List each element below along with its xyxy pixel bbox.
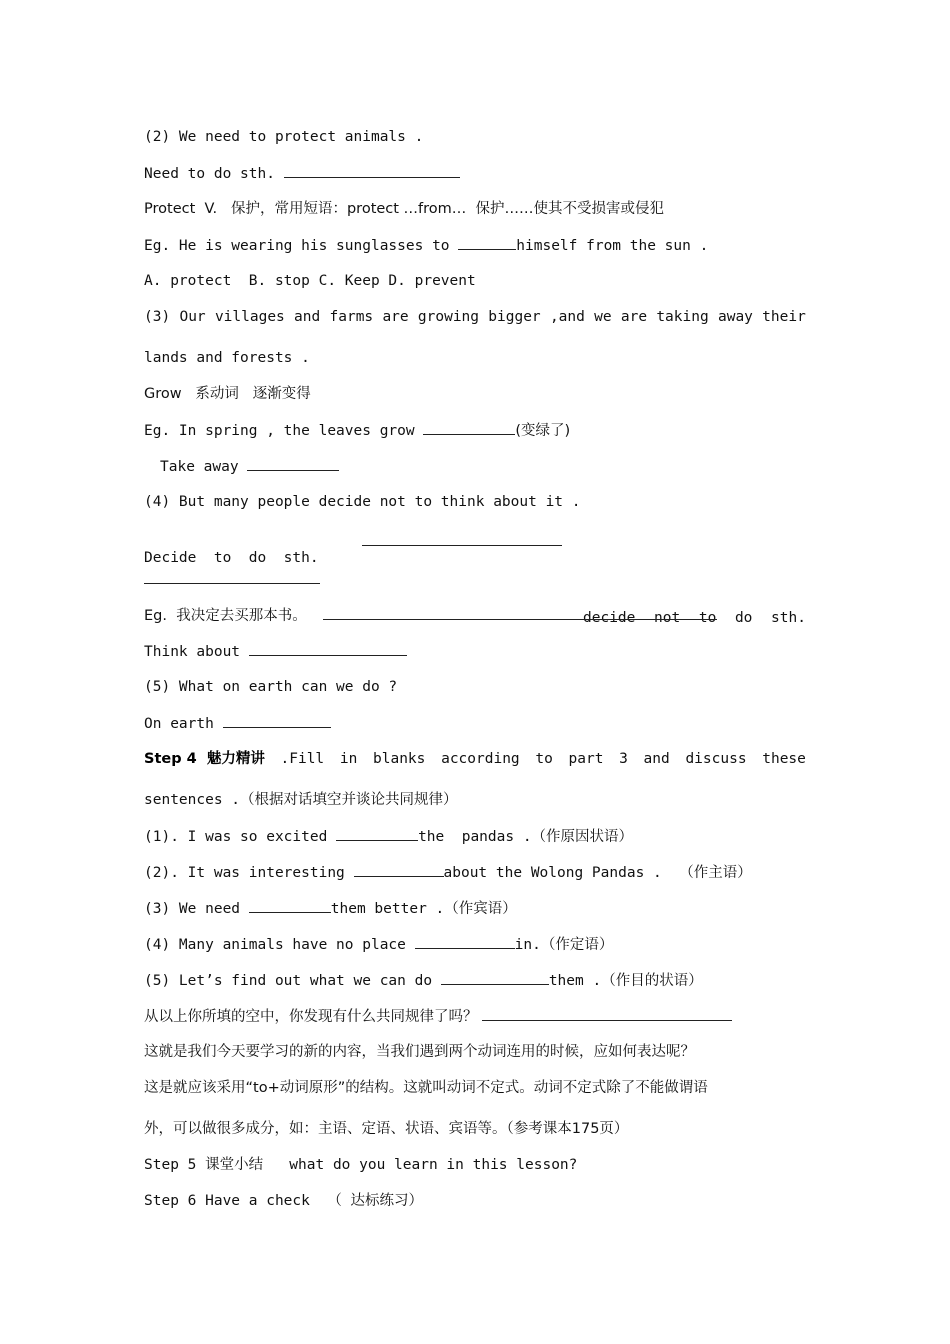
- step4-item-5: (5) Let’s find out what we can do them .（作目的状语）: [144, 970, 806, 991]
- step4-instruction-cont: sentences .（根据对话填空并谈论共同规律）: [144, 792, 458, 808]
- grow-note: Grow 系动词 逐渐变得: [144, 386, 311, 402]
- decide-line: Decide to do sth. decide not to do sth.: [144, 528, 806, 608]
- step4-explain-3: 外，可以做很多成分，如：主语、定语、状语、宾语等。（参考课本175页）: [144, 1121, 629, 1137]
- answer-blank[interactable]: [249, 641, 407, 656]
- protect-note: Protect V. 保护，常用短语：protect …from… 保护……使其不受损害或侵犯: [144, 201, 665, 217]
- protect-example: Eg. He is wearing his sunglasses to himself from the sun .: [144, 235, 806, 256]
- sentence-3-cont: lands and forests .: [144, 350, 310, 366]
- step4-item-2: (2). It was interesting about the Wolong Pandas . （作主语）: [144, 862, 806, 883]
- answer-blank[interactable]: [415, 934, 515, 949]
- need-to-line: [144, 163, 806, 184]
- answer-blank[interactable]: [336, 826, 418, 841]
- step4-explain-1: 这就是我们今天要学习的新的内容，当我们遇到两个动词连用的时候，应如何表达呢？: [144, 1044, 695, 1060]
- step4-question-line: 从以上你所填的空中，你发现有什么共同规律了吗？: [144, 1006, 806, 1027]
- answer-blank[interactable]: [247, 456, 339, 471]
- think-about-line: Think about: [144, 641, 806, 662]
- sentence-3: (3) Our villages and farms are growing bigger ,and we are taking away their: [144, 309, 806, 325]
- on-earth-line: On earth: [144, 713, 806, 734]
- take-away-line: Take away: [160, 456, 806, 477]
- answer-blank[interactable]: [284, 163, 460, 178]
- answer-blank[interactable]: [323, 605, 717, 620]
- decide-not-line: [144, 569, 806, 590]
- decide-example: Eg. 我决定去买那本书。: [144, 605, 806, 626]
- answer-blank[interactable]: [423, 420, 515, 435]
- step4-heading: Step 4 魅力精讲 .Fill in blanks according to part 3 and discuss these: [144, 751, 806, 767]
- sentence-5: (5) What on earth can we do ?: [144, 679, 398, 695]
- answer-blank[interactable]: [354, 862, 444, 877]
- step5-line: Step 5 课堂小结 what do you learn in this lesson?: [144, 1157, 578, 1173]
- step6-line: Step 6 Have a check （ 达标练习）: [144, 1193, 424, 1209]
- answer-blank[interactable]: [441, 970, 549, 985]
- sentence-4: (4) But many people decide not to think about it .: [144, 494, 581, 510]
- answer-blank[interactable]: [144, 569, 320, 584]
- decide-not-words: decide not to do sth.: [583, 610, 806, 626]
- step4-item-4: (4) Many animals have no place in.（作定语）: [144, 934, 806, 955]
- step4-item-1: (1). I was so excited the pandas .（作原因状语）: [144, 826, 806, 847]
- answer-blank[interactable]: [362, 531, 562, 546]
- need-to-label: Need to do sth.: [144, 166, 275, 182]
- sentence-2: (2) We need to protect animals .: [144, 129, 424, 145]
- protect-options: A. protect B. stop C. Keep D. prevent: [144, 273, 476, 289]
- step4-explain-2: 这是就应该采用“to+动词原形”的结构。这就叫动词不定式。动词不定式除了不能做谓语: [144, 1080, 708, 1096]
- answer-blank[interactable]: [223, 713, 331, 728]
- answer-blank[interactable]: [482, 1006, 732, 1021]
- step4-title: Step 4 魅力精讲: [144, 751, 265, 767]
- step4-item-3: (3) We need them better .（作宾语）: [144, 898, 806, 919]
- answer-blank[interactable]: [458, 235, 516, 250]
- grow-example: Eg. In spring , the leaves grow (变绿了): [144, 420, 806, 441]
- answer-blank[interactable]: [249, 898, 331, 913]
